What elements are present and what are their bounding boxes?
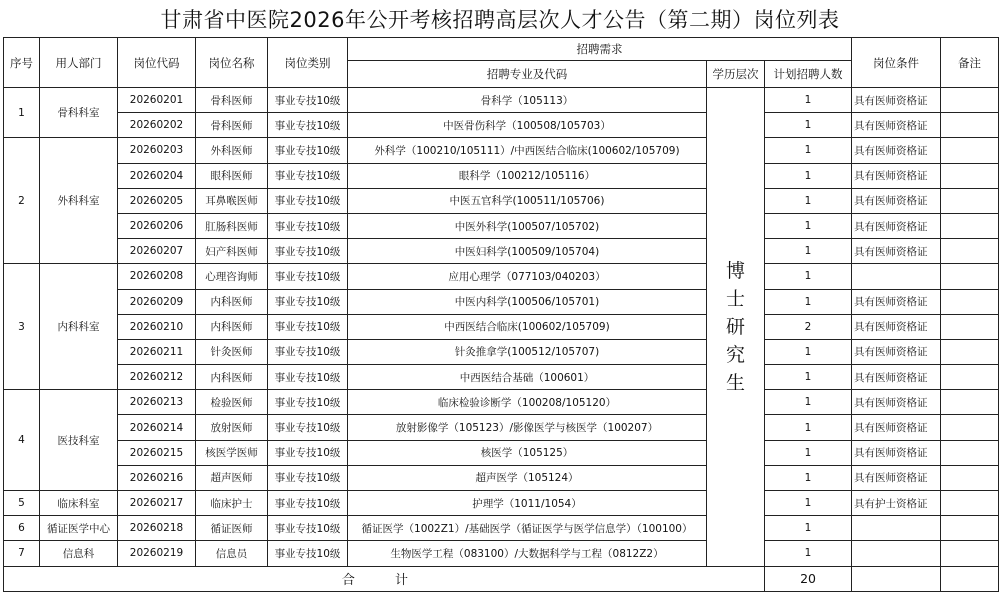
cell-type: 事业专技10级 [268, 415, 348, 440]
education-char: 生 [725, 371, 745, 394]
education-char: 究 [725, 343, 745, 366]
cell-name: 眼科医师 [196, 163, 268, 188]
cell-name: 临床护士 [196, 491, 268, 516]
cell-code: 20260205 [118, 188, 196, 213]
cell-dept: 临床科室 [40, 491, 118, 516]
cell-note [941, 239, 999, 264]
cell-code: 20260218 [118, 516, 196, 541]
cell-code: 20260202 [118, 113, 196, 138]
total-row [4, 566, 999, 591]
cell-count: 1 [765, 491, 852, 516]
cell-seq: 6 [4, 516, 40, 541]
cell-code: 20260215 [118, 440, 196, 465]
cell-type: 事业专技10级 [268, 440, 348, 465]
table-row [4, 440, 999, 465]
cell-code: 20260209 [118, 289, 196, 314]
cell-seq: 7 [4, 541, 40, 566]
header-requirements: 招聘需求 [348, 38, 852, 61]
cell-condition: 具有医师资格证 [852, 239, 941, 264]
cell-major: 外科学（100210/105111）/中西医结合临床(100602/105709) [348, 138, 707, 163]
table-body [4, 88, 999, 592]
cell-name: 肛肠科医师 [196, 213, 268, 238]
cell-code: 20260203 [118, 138, 196, 163]
cell-name: 超声医师 [196, 465, 268, 490]
header-major: 招聘专业及代码 [348, 61, 707, 88]
header-education: 学历层次 [707, 61, 765, 88]
cell-count: 1 [765, 390, 852, 415]
position-table [3, 37, 999, 592]
cell-code: 20260213 [118, 390, 196, 415]
header-note: 备注 [941, 38, 999, 88]
cell-type: 事业专技10级 [268, 516, 348, 541]
cell-code: 20260212 [118, 365, 196, 390]
table-row [4, 163, 999, 188]
cell-type: 事业专技10级 [268, 339, 348, 364]
cell-seq: 4 [4, 390, 40, 491]
cell-condition [852, 516, 941, 541]
cell-major: 中医骨伤科学（100508/105703） [348, 113, 707, 138]
cell-dept: 循证医学中心 [40, 516, 118, 541]
cell-name: 心理咨询师 [196, 264, 268, 289]
table-row [4, 138, 999, 163]
cell-code: 20260204 [118, 163, 196, 188]
cell-condition: 具有医师资格证 [852, 188, 941, 213]
table-row [4, 390, 999, 415]
cell-type: 事业专技10级 [268, 188, 348, 213]
cell-name: 骨科医师 [196, 113, 268, 138]
header-type: 岗位类别 [268, 38, 348, 88]
cell-note [941, 440, 999, 465]
cell-major: 护理学（1011/1054） [348, 491, 707, 516]
cell-major: 应用心理学（077103/040203） [348, 264, 707, 289]
cell-type: 事业专技10级 [268, 264, 348, 289]
cell-code: 20260216 [118, 465, 196, 490]
cell-code: 20260211 [118, 339, 196, 364]
cell-code: 20260207 [118, 239, 196, 264]
cell-count: 1 [765, 264, 852, 289]
cell-type: 事业专技10级 [268, 491, 348, 516]
cell-count: 1 [765, 138, 852, 163]
table-row [4, 465, 999, 490]
table-row [4, 213, 999, 238]
cell-dept: 外科科室 [40, 138, 118, 264]
cell-condition: 具有护士资格证 [852, 491, 941, 516]
header-count: 计划招聘人数 [765, 61, 852, 88]
cell-name: 信息员 [196, 541, 268, 566]
table-row [4, 289, 999, 314]
cell-note [941, 516, 999, 541]
header-seq: 序号 [4, 38, 40, 88]
cell-count: 1 [765, 465, 852, 490]
cell-type: 事业专技10级 [268, 163, 348, 188]
page-title: 甘肃省中医院2026年公开考核招聘高层次人才公告（第二期）岗位列表 [160, 8, 840, 32]
cell-count: 1 [765, 88, 852, 113]
table-row [4, 516, 999, 541]
cell-type: 事业专技10级 [268, 390, 348, 415]
cell-note [941, 415, 999, 440]
table-row [4, 541, 999, 566]
total-value: 20 [765, 566, 852, 591]
cell-dept: 骨科科室 [40, 88, 118, 138]
cell-count: 1 [765, 289, 852, 314]
cell-name: 核医学医师 [196, 440, 268, 465]
cell-condition [852, 264, 941, 289]
cell-seq: 5 [4, 491, 40, 516]
cell-type: 事业专技10级 [268, 541, 348, 566]
cell-major: 核医学（105125） [348, 440, 707, 465]
cell-seq: 1 [4, 88, 40, 138]
cell-name: 骨科医师 [196, 88, 268, 113]
cell-note [941, 188, 999, 213]
cell-count: 1 [765, 213, 852, 238]
cell-type: 事业专技10级 [268, 138, 348, 163]
table-row [4, 239, 999, 264]
cell-note [941, 289, 999, 314]
cell-note [941, 264, 999, 289]
cell-major: 放射影像学（105123）/影像医学与核医学（100207） [348, 415, 707, 440]
cell-note [941, 163, 999, 188]
cell-count: 1 [765, 188, 852, 213]
education-char: 士 [725, 287, 745, 310]
cell-count: 1 [765, 113, 852, 138]
table-row [4, 264, 999, 289]
cell-type: 事业专技10级 [268, 465, 348, 490]
cell-education [707, 88, 765, 567]
cell-note [941, 339, 999, 364]
cell-note [941, 138, 999, 163]
cell-major: 中医内科学(100506/105701) [348, 289, 707, 314]
cell-name: 耳鼻喉医师 [196, 188, 268, 213]
cell-seq: 3 [4, 264, 40, 390]
cell-condition: 具有医师资格证 [852, 113, 941, 138]
cell-condition: 具有医师资格证 [852, 365, 941, 390]
cell-code: 20260208 [118, 264, 196, 289]
cell-type: 事业专技10级 [268, 239, 348, 264]
cell-type: 事业专技10级 [268, 213, 348, 238]
cell-major: 中医五官科学(100511/105706) [348, 188, 707, 213]
cell-condition: 具有医师资格证 [852, 314, 941, 339]
cell-condition: 具有医师资格证 [852, 440, 941, 465]
cell-condition: 具有医师资格证 [852, 339, 941, 364]
table-row [4, 365, 999, 390]
cell-code: 20260214 [118, 415, 196, 440]
table-row [4, 415, 999, 440]
table-row [4, 339, 999, 364]
header-code: 岗位代码 [118, 38, 196, 88]
cell-note [941, 365, 999, 390]
cell-name: 妇产科医师 [196, 239, 268, 264]
cell-name: 内科医师 [196, 289, 268, 314]
education-char: 博 [725, 259, 745, 282]
cell-condition: 具有医师资格证 [852, 213, 941, 238]
cell-code: 20260206 [118, 213, 196, 238]
table-row [4, 314, 999, 339]
cell-major: 骨科学（105113） [348, 88, 707, 113]
cell-note [941, 213, 999, 238]
cell-major: 针灸推拿学(100512/105707) [348, 339, 707, 364]
table-row [4, 88, 999, 113]
cell-name: 针灸医师 [196, 339, 268, 364]
cell-note [941, 491, 999, 516]
cell-major: 中西医结合基础（100601） [348, 365, 707, 390]
cell-count: 1 [765, 239, 852, 264]
cell-name: 内科医师 [196, 365, 268, 390]
cell-type: 事业专技10级 [268, 314, 348, 339]
cell-type: 事业专技10级 [268, 88, 348, 113]
cell-major: 循证医学（1002Z1）/基础医学（循证医学与医学信息学）（100100） [348, 516, 707, 541]
header-condition: 岗位条件 [852, 38, 941, 88]
table-row [4, 188, 999, 213]
cell-major: 中医妇科学(100509/105704) [348, 239, 707, 264]
cell-note [941, 465, 999, 490]
cell-condition: 具有医师资格证 [852, 465, 941, 490]
cell-name: 内科医师 [196, 314, 268, 339]
cell-note [941, 541, 999, 566]
cell-note [941, 113, 999, 138]
cell-type: 事业专技10级 [268, 365, 348, 390]
cell-major: 临床检验诊断学（100208/105120） [348, 390, 707, 415]
table-row [4, 491, 999, 516]
cell-name: 放射医师 [196, 415, 268, 440]
cell-note [941, 390, 999, 415]
cell-condition: 具有医师资格证 [852, 415, 941, 440]
total-empty-cell [852, 566, 941, 591]
cell-code: 20260219 [118, 541, 196, 566]
total-label: 合 计 [4, 566, 765, 591]
cell-condition [852, 541, 941, 566]
cell-major: 眼科学（100212/105116） [348, 163, 707, 188]
cell-major: 中医外科学(100507/105702) [348, 213, 707, 238]
header-name: 岗位名称 [196, 38, 268, 88]
total-empty-cell [941, 566, 999, 591]
cell-count: 1 [765, 415, 852, 440]
cell-code: 20260210 [118, 314, 196, 339]
cell-dept: 内科科室 [40, 264, 118, 390]
cell-condition: 具有医师资格证 [852, 390, 941, 415]
cell-count: 1 [765, 339, 852, 364]
cell-major: 生物医学工程（083100）/大数据科学与工程（0812Z2） [348, 541, 707, 566]
cell-note [941, 88, 999, 113]
header-dept: 用人部门 [40, 38, 118, 88]
cell-count: 1 [765, 163, 852, 188]
cell-condition: 具有医师资格证 [852, 88, 941, 113]
cell-dept: 信息科 [40, 541, 118, 566]
cell-count: 1 [765, 440, 852, 465]
cell-note [941, 314, 999, 339]
cell-code: 20260217 [118, 491, 196, 516]
cell-count: 2 [765, 314, 852, 339]
cell-type: 事业专技10级 [268, 113, 348, 138]
cell-major: 超声医学（105124） [348, 465, 707, 490]
cell-name: 检验医师 [196, 390, 268, 415]
cell-count: 1 [765, 541, 852, 566]
cell-dept: 医技科室 [40, 390, 118, 491]
cell-condition: 具有医师资格证 [852, 289, 941, 314]
education-char: 研 [725, 315, 745, 338]
cell-major: 中西医结合临床(100602/105709) [348, 314, 707, 339]
cell-name: 循证医师 [196, 516, 268, 541]
cell-condition: 具有医师资格证 [852, 163, 941, 188]
cell-count: 1 [765, 516, 852, 541]
cell-seq: 2 [4, 138, 40, 264]
cell-type: 事业专技10级 [268, 289, 348, 314]
cell-count: 1 [765, 365, 852, 390]
table-row [4, 113, 999, 138]
cell-code: 20260201 [118, 88, 196, 113]
cell-condition: 具有医师资格证 [852, 138, 941, 163]
cell-name: 外科医师 [196, 138, 268, 163]
